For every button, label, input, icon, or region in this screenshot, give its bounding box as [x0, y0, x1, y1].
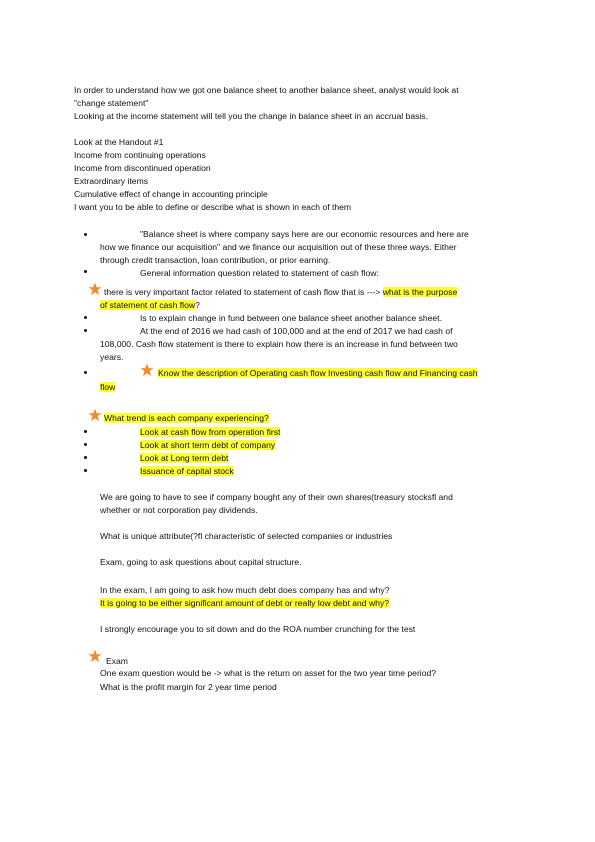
balance-sheet-line-2: how we finance our acquisition" and we finance our acquisition out of these three ways. Either	[100, 242, 457, 252]
cash-line-1: At the end of 2016 we had cash of 100,000 and at the end of 2017 we had cash of	[140, 326, 453, 336]
bullet-dot	[84, 329, 87, 332]
shares-line-1: We are going to have to see if company bought any of their own shares(treasury stocksfl and	[100, 492, 453, 502]
bullet-dot	[84, 430, 87, 433]
bullet-dot	[84, 371, 87, 374]
exam-question-2: What is the profit margin for 2 year time period	[100, 682, 277, 692]
exam-question-1: One exam question would be -> what is the return on asset for the two year time period?	[100, 668, 437, 678]
purpose-line-1: there is very important factor related to statement of cash flow that is ---> what is the purpose	[104, 287, 458, 297]
trend-item: Look at short term debt of company	[140, 440, 276, 450]
handout-item: Extraordinary items	[74, 176, 149, 186]
debt-highlight: It is going to be either significant amount of debt or really low debt and why?	[100, 598, 390, 608]
exam-structure: Exam, going to ask questions about capital structure.	[100, 557, 302, 567]
bullet-dot	[84, 270, 87, 273]
trend-item: Look at Long term debt	[140, 453, 229, 463]
star-icon	[140, 363, 154, 377]
handout-title: Look at the Handout #1	[74, 137, 164, 147]
handout-item: Income from discontinued operation	[74, 163, 211, 173]
know-line-2: flow	[100, 382, 116, 392]
roa-advice: I strongly encourage you to sit down and do the ROA number crunching for the test	[100, 624, 416, 634]
bullet-dot	[84, 456, 87, 459]
trend-item: Look at cash flow from operation first	[140, 427, 281, 437]
bullet-dot	[84, 233, 87, 236]
purpose-line-2: of statement of cash flow?	[100, 300, 200, 310]
balance-sheet-line-3: through credit transaction, loan contribution, or prior earning.	[100, 255, 331, 265]
trend-title: What trend is each company experiencing?	[104, 413, 269, 423]
handout-item: I want you to be able to define or describe what is shown in each of them	[74, 202, 352, 212]
know-line-1: Know the description of Operating cash flow Investing cash flow and Financing cash	[158, 368, 478, 378]
star-icon	[88, 282, 102, 296]
cash-line-3: years.	[100, 352, 124, 362]
unique-attribute: What is unique attribute(?fl characteristic of selected companies or industries	[100, 531, 393, 541]
balance-sheet-line-1: "Balance sheet is where company says here are our economic resources and here are	[140, 229, 469, 239]
handout-item: Income from continuing operations	[74, 150, 206, 160]
trend-item: Issuance of capital stock	[140, 466, 234, 476]
exam-label: Exam	[106, 656, 128, 666]
handout-item: Cumulative effect of change in accounting principle	[74, 189, 268, 199]
debt-question: In the exam, I am going to ask how much debt does company has and why?	[100, 585, 390, 595]
star-icon	[88, 408, 102, 422]
cash-line-2: 108,000. Cash flow statement is there to explain how there is an increase in fund between two	[100, 339, 458, 349]
bullet-dot	[84, 443, 87, 446]
star-icon	[88, 649, 102, 663]
intro-line-3: Looking at the income statement will tell you the change in balance sheet in an accrual basis.	[74, 111, 428, 121]
intro-line-2: "change statement"	[74, 98, 149, 108]
explain-text: Is to explain change in fund between one balance sheet another balance sheet.	[140, 313, 442, 323]
bullet-dot	[84, 316, 87, 319]
intro-line-1: In order to understand how we got one balance sheet to another balance sheet, analyst would look at	[74, 85, 459, 95]
general-info: General information question related to statement of cash flow:	[140, 268, 379, 278]
bullet-dot	[84, 469, 87, 472]
shares-line-2: whether or not corporation pay dividends.	[100, 505, 258, 515]
